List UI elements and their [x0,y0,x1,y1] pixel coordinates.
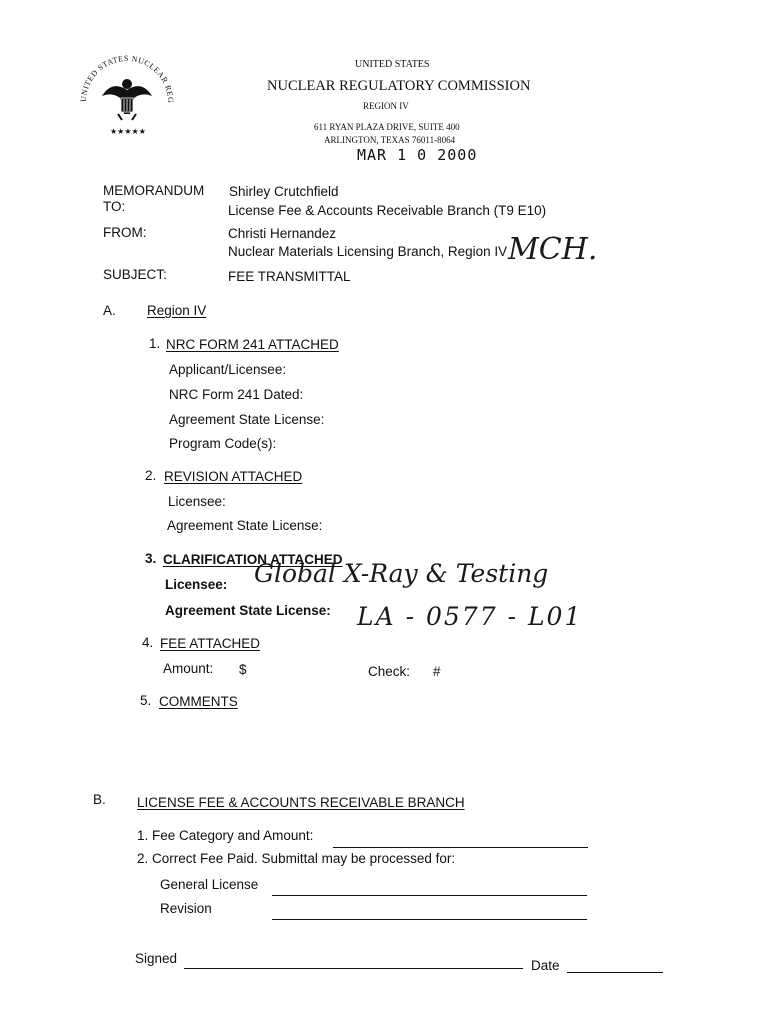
signed-label: Signed [135,951,178,966]
item-4-number: 4. [142,635,154,650]
subject: FEE TRANSMITTAL [228,269,351,284]
field-agreement-state-license-3: Agreement State License: [165,603,331,618]
item-5-title: COMMENTS [159,694,238,709]
field-check: Check: [368,664,411,679]
field-amount: Amount: [163,661,214,676]
eagle-seal-icon [72,44,182,144]
initials-handwritten: MCH. [508,232,598,267]
to-name: Shirley Crutchfield [229,184,339,199]
field-program-codes: Program Code(s): [169,436,277,451]
svg-text:★★★★★: ★★★★★ [110,127,146,136]
to-label-1: MEMORANDUM [103,183,205,198]
subject-label: SUBJECT: [103,267,167,282]
item-4-title: FEE ATTACHED [160,636,261,651]
general-license-label: General License [160,877,259,892]
section-a-title: Region IV [147,303,207,318]
section-b-title: LICENSE FEE & ACCOUNTS RECEIVABLE BRANCH [137,795,465,810]
item-5-number: 5. [140,693,152,708]
field-licensee-3: Licensee: [165,577,228,592]
fee-category-label: 1. Fee Category and Amount: [137,828,314,843]
date-label: Date [531,958,560,973]
general-license-line [272,895,587,896]
revision-line [272,919,587,920]
licensee-handwritten: Global X-Ray & Testing [254,559,549,588]
item-3-number: 3. [145,551,157,566]
seal-text: UNITED STATES NUCLEAR REG [78,53,176,104]
item-2-number: 2. [145,468,157,483]
item-3-title: CLARIFICATION ATTACHED [163,552,343,567]
fee-category-line [333,847,588,848]
field-agreement-state-license-2: Agreement State License: [167,518,323,533]
correct-fee-label: 2. Correct Fee Paid. Submittal may be processed for: [137,851,456,866]
from-name: Christi Hernandez [228,226,337,241]
signature-line [184,968,523,969]
to-label-2: TO: [103,199,126,214]
header-country: UNITED STATES [355,59,430,70]
date-stamp: MAR 1 0 2000 [357,146,478,164]
field-licensee-2: Licensee: [168,494,226,509]
agency-seal [72,44,182,144]
license-number-handwritten: LA - 0577 - L01 [357,602,583,631]
header-address-2: ARLINGTON, TEXAS 76011-8064 [324,135,456,145]
date-line [567,972,663,973]
item-1-title: NRC FORM 241 ATTACHED [166,337,339,352]
revision-label: Revision [160,901,212,916]
amount-symbol: $ [239,662,247,677]
item-2-title: REVISION ATTACHED [164,469,303,484]
header-agency: NUCLEAR REGULATORY COMMISSION [267,78,531,94]
section-b-letter: B. [93,792,106,807]
section-a-letter: A. [103,303,116,318]
check-symbol: # [433,664,441,679]
to-org: License Fee & Accounts Receivable Branch (T9 E10) [228,203,547,218]
from-org: Nuclear Materials Licensing Branch, Region IV [228,244,508,259]
field-form-241-dated: NRC Form 241 Dated: [169,387,304,402]
field-agreement-state-license-1: Agreement State License: [169,412,325,427]
field-applicant-licensee: Applicant/Licensee: [169,362,287,377]
from-label: FROM: [103,225,147,240]
header-address-1: 611 RYAN PLAZA DRIVE, SUITE 400 [314,122,460,132]
header-region: REGION IV [363,101,409,111]
item-1-number: 1. [149,336,161,351]
